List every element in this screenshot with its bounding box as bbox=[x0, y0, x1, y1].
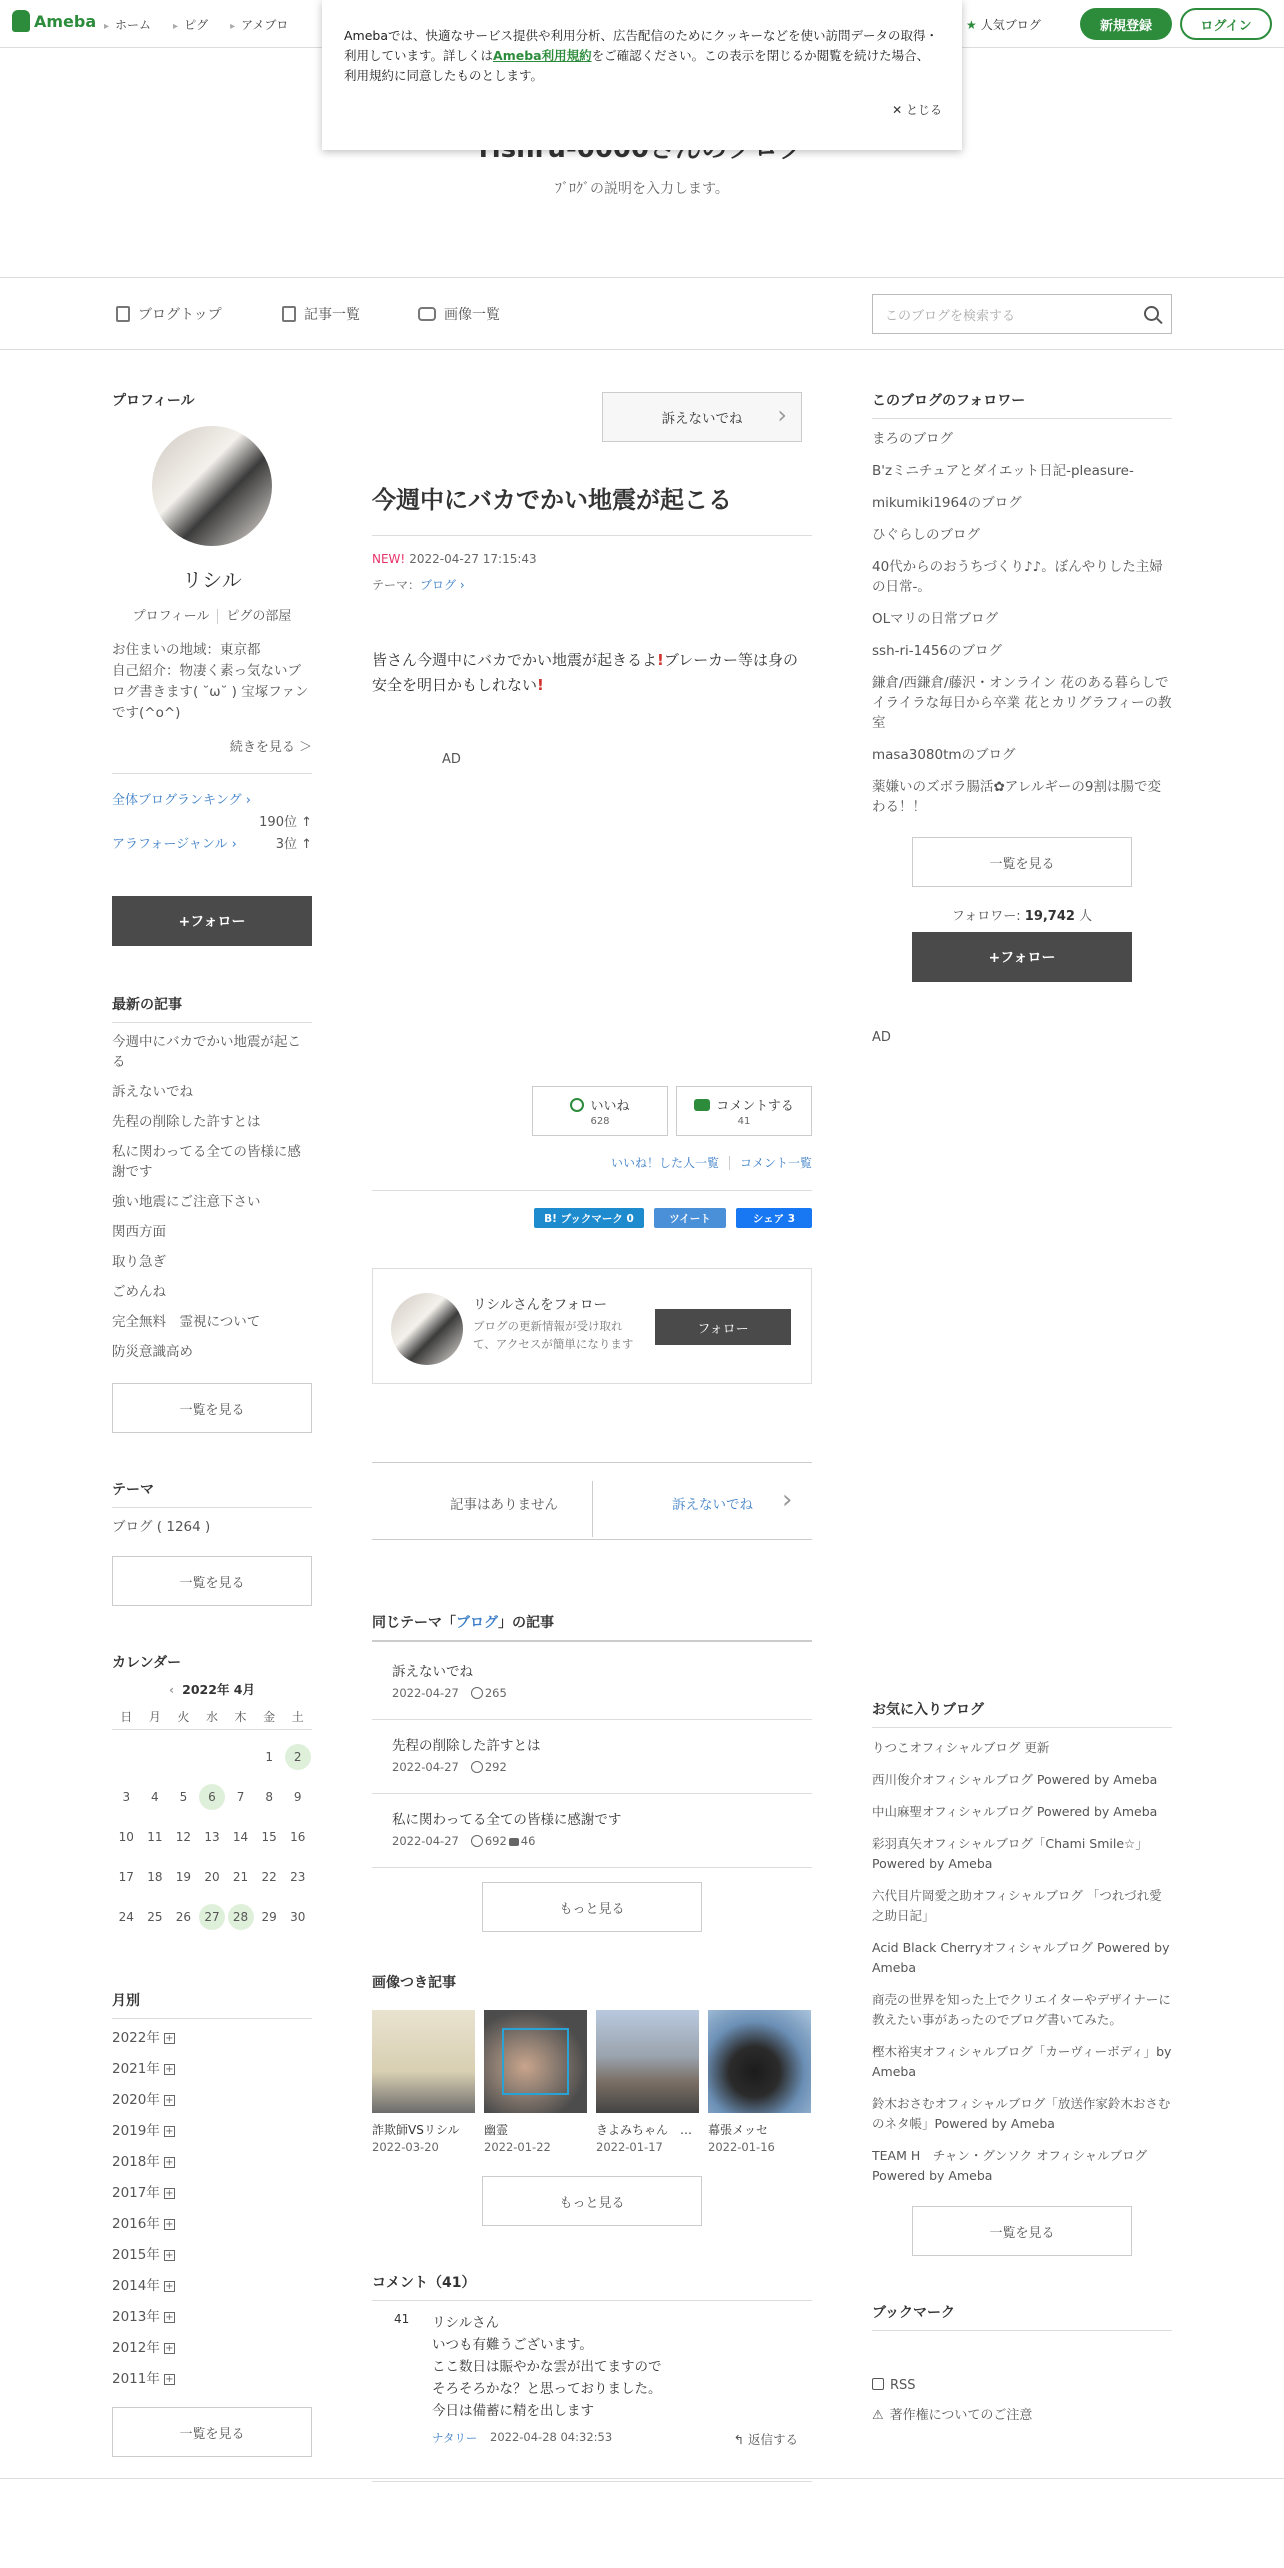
ranking: 全体ブログランキング › 190位 ↑ アラフォージャンル › 3位 ↑ bbox=[112, 790, 312, 856]
month-item[interactable] bbox=[112, 2116, 312, 2147]
copyright-label: 著作権についてのご注意 bbox=[889, 2408, 1033, 2423]
comment-date: 2022-04-28 04:32:53 bbox=[490, 2430, 613, 2444]
month-item[interactable] bbox=[112, 2147, 312, 2178]
pager-next[interactable]: 訴えないでね › bbox=[672, 1493, 753, 1513]
list-item[interactable]: 40代からのおうちづくり♪♪。ぼんやりした主婦の日常-。 bbox=[872, 559, 1163, 595]
calendar-day[interactable]: 28 bbox=[228, 1904, 254, 1930]
calendar-month-label: 2022年 4月 bbox=[182, 1682, 255, 1697]
month-label: 2017年 bbox=[112, 2185, 160, 2201]
same-theme-prefix: 同じテーマ「 bbox=[372, 1615, 456, 1631]
followers-more-button[interactable]: 一覧を見る bbox=[912, 837, 1132, 887]
same-theme-item-title: 先程の削除した許すとは bbox=[392, 1738, 541, 1754]
comment-count: 41 bbox=[737, 1116, 751, 1127]
nav-image-list-label: 画像一覧 bbox=[444, 307, 500, 323]
calendar-day: 5 bbox=[179, 1790, 188, 1804]
document-icon bbox=[116, 306, 130, 322]
comment-body bbox=[432, 2312, 662, 2422]
pig-room-link[interactable]: ピグの部屋 bbox=[217, 609, 291, 624]
expand-icon[interactable]: + bbox=[165, 2250, 174, 2261]
follow-box bbox=[372, 1268, 812, 1384]
ranking-genre-link[interactable]: アラフォージャンル bbox=[112, 837, 228, 852]
month-item[interactable] bbox=[112, 2333, 312, 2364]
calendar-day: 15 bbox=[261, 1830, 277, 1844]
list-item[interactable]: Acid Black Cherryオフィシャルブログ Powered by Ameba bbox=[872, 1940, 1170, 1975]
image-entries-heading: 画像つき記事 bbox=[372, 1975, 456, 1991]
chevron-left-icon[interactable]: ‹ bbox=[169, 1682, 175, 1697]
profile-link[interactable]: プロフィール bbox=[132, 609, 210, 624]
calendar-day: 26 bbox=[175, 1910, 192, 1924]
search-placeholder: このブログを検索する bbox=[885, 308, 1016, 324]
list-item[interactable]: TEAM H チャン・グンソク オフィシャルブログ Powered by Ameba bbox=[872, 2148, 1148, 2183]
comment-button[interactable] bbox=[676, 1086, 812, 1136]
comment-line: ここ数日は賑やかな雲が出てますので bbox=[432, 2359, 662, 2375]
calendar-month bbox=[112, 1680, 312, 1698]
smile-icon bbox=[471, 1687, 483, 1699]
comment-line: 今日は備蓄に精を出します bbox=[432, 2403, 594, 2419]
calendar-day bbox=[226, 1744, 255, 1770]
list-item[interactable]: 訴えないでね bbox=[112, 1084, 193, 1100]
entry-pager bbox=[372, 1462, 812, 1540]
list-item[interactable]: 今週中にバカでかい地震が起こる bbox=[112, 1034, 301, 1070]
monthly-list bbox=[112, 2023, 312, 2395]
same-theme-item[interactable] bbox=[372, 1646, 812, 1720]
list-item[interactable]: 樫木裕実オフィシャルブログ「カーヴィーボディ」by Ameba bbox=[872, 2044, 1172, 2079]
same-theme-item-title: 訴えないでね bbox=[392, 1664, 473, 1680]
nav-entry-list-label: 記事一覧 bbox=[304, 307, 360, 323]
calendar-day: 24 bbox=[118, 1910, 134, 1924]
nav-ameblo[interactable]: ▸ アメブロ bbox=[230, 16, 288, 33]
like-count: 692 bbox=[484, 1834, 507, 1848]
calendar-day: 14 bbox=[232, 1830, 249, 1844]
theme-label: テーマ： bbox=[372, 578, 421, 592]
list-item[interactable]: 関西方面 bbox=[112, 1224, 166, 1240]
list-item[interactable]: ひぐらしのブログ bbox=[872, 527, 980, 543]
calendar-day[interactable]: 6 bbox=[199, 1784, 225, 1810]
favorites-list bbox=[872, 1732, 1172, 2192]
register-button[interactable]: 新規登録 bbox=[1080, 8, 1172, 40]
thumbnail bbox=[372, 2010, 475, 2113]
comment-bubble-icon bbox=[509, 1838, 519, 1846]
comment-bubble-icon bbox=[694, 1099, 710, 1111]
exclamation-icon: ! bbox=[657, 651, 664, 669]
expand-icon[interactable]: + bbox=[165, 2095, 174, 2106]
calendar-day bbox=[198, 1744, 227, 1770]
divider bbox=[592, 1481, 593, 1537]
copyright-link[interactable] bbox=[872, 2401, 1172, 2431]
smile-icon bbox=[471, 1761, 483, 1773]
expand-icon[interactable]: + bbox=[165, 2281, 174, 2292]
calendar-weekday: 土 bbox=[283, 1704, 312, 1730]
month-item[interactable] bbox=[112, 2302, 312, 2333]
calendar-day: 18 bbox=[147, 1870, 163, 1884]
image-entry-title: 幽霊 bbox=[484, 2123, 509, 2137]
calendar-day: 22 bbox=[261, 1870, 277, 1884]
same-theme-more-button[interactable]: もっと見る bbox=[482, 1882, 702, 1932]
entry-text-2: ブレーカー等は身の安全を明日かもしれない bbox=[372, 651, 798, 694]
entry-theme: テーマ：ブログ › bbox=[372, 578, 465, 592]
follower-count-value: 19,742 bbox=[1024, 909, 1075, 924]
list-item[interactable]: りつこオフィシャルブログ 更新 bbox=[872, 1740, 1050, 1755]
month-label: 2019年 bbox=[112, 2123, 160, 2139]
blog-search-input[interactable] bbox=[872, 294, 1172, 334]
calendar-day: 25 bbox=[147, 1910, 163, 1924]
theme-item[interactable]: ブログ ( 1264 ) bbox=[112, 1519, 211, 1535]
calendar-day: 29 bbox=[261, 1910, 277, 1924]
entry-meta bbox=[372, 552, 537, 566]
month-label: 2016年 bbox=[112, 2216, 160, 2232]
month-label: 2020年 bbox=[112, 2092, 160, 2108]
blog-description: ﾌﾞﾛｸﾞの説明を入力します。 bbox=[555, 181, 729, 197]
list-item[interactable]: 防災意識高め bbox=[112, 1344, 193, 1360]
comment-line: リシルさん bbox=[432, 2315, 500, 2331]
same-theme-heading bbox=[372, 1612, 812, 1642]
ad-label: AD bbox=[872, 1030, 891, 1045]
calendar-day: 8 bbox=[265, 1790, 273, 1804]
divider bbox=[372, 1190, 812, 1191]
same-theme-item[interactable] bbox=[372, 1720, 812, 1794]
month-label: 2015年 bbox=[112, 2247, 160, 2263]
cookie-text-after: をご確認ください。この表示を閉じるか閲覧を続けた場合、利用規約に同意したものとします。 bbox=[344, 48, 930, 83]
expand-icon[interactable]: + bbox=[165, 2033, 174, 2044]
month-item[interactable] bbox=[112, 2364, 312, 2395]
left-sidebar bbox=[112, 390, 312, 2457]
followers-heading: このブログのフォロワー bbox=[872, 390, 1172, 419]
list-item[interactable]: 鈴木おさむオフィシャルブログ「放送作家鈴木おさむのネタ帳」Powered by Ameba bbox=[872, 2096, 1171, 2131]
themes-more-button[interactable]: 一覧を見る bbox=[112, 1556, 312, 1606]
image-entry[interactable] bbox=[708, 2010, 811, 2154]
list-item[interactable]: 私に関わってる全ての皆様に感謝です bbox=[112, 1144, 301, 1180]
expand-icon[interactable]: + bbox=[165, 2064, 174, 2075]
list-item[interactable]: まろのブログ bbox=[872, 431, 953, 447]
like-label: いいね bbox=[590, 1099, 630, 1114]
follow-box-button[interactable]: フォロー bbox=[655, 1309, 791, 1345]
sidebar-follow-button[interactable]: +フォロー bbox=[912, 932, 1132, 982]
expand-icon[interactable]: + bbox=[165, 2188, 174, 2199]
rss-link[interactable] bbox=[872, 2371, 1172, 2401]
new-badge: NEW! bbox=[372, 552, 406, 566]
calendar-day: 20 bbox=[204, 1870, 220, 1884]
login-button[interactable]: ログイン bbox=[1180, 8, 1272, 40]
calendar-day[interactable]: 27 bbox=[199, 1904, 225, 1930]
expand-icon[interactable]: + bbox=[165, 2374, 174, 2385]
entry-date: 2022-04-27 17:15:43 bbox=[409, 552, 537, 566]
cookie-close-button[interactable]: ✕ とじる bbox=[892, 103, 942, 117]
comment-author[interactable]: ナタリー bbox=[432, 2431, 478, 2445]
latest-list bbox=[112, 1027, 312, 1367]
calendar-weekday: 水 bbox=[198, 1704, 227, 1730]
image-entries-more-button[interactable]: もっと見る bbox=[482, 2176, 702, 2226]
like-count: 265 bbox=[484, 1686, 507, 1700]
image-entry-title: きよみちゃん … bbox=[596, 2123, 693, 2137]
likers-link[interactable]: いいね！した人一覧 bbox=[610, 1156, 719, 1170]
calendar-heading: カレンダー bbox=[112, 1655, 182, 1671]
comment-label: コメントする bbox=[716, 1099, 794, 1114]
popular-blog-link[interactable] bbox=[966, 16, 1041, 33]
ameba-mark-icon bbox=[12, 10, 30, 32]
list-item[interactable]: 鎌倉/西鎌倉/藤沢・オンライン 花のある暮らしでイライラな毎日から卒業 花とカリグラフィーの教室 bbox=[872, 675, 1172, 731]
entry-body bbox=[372, 648, 812, 698]
image-entry-title: 詐欺師VSリシル bbox=[372, 2123, 460, 2137]
list-item[interactable]: 完全無料 霊視について bbox=[112, 1314, 261, 1330]
ad-label: AD bbox=[442, 752, 461, 767]
image-entry[interactable] bbox=[484, 2010, 587, 2154]
exclamation-icon: ! bbox=[537, 676, 544, 694]
month-item[interactable] bbox=[112, 2240, 312, 2271]
image-entry[interactable] bbox=[372, 2010, 475, 2154]
calendar-day: 3 bbox=[122, 1790, 131, 1804]
comment-number: 41 bbox=[394, 2312, 410, 2326]
month-item[interactable] bbox=[112, 2085, 312, 2116]
footer-divider bbox=[0, 2478, 1284, 2479]
monthly-more-button[interactable]: 一覧を見る bbox=[112, 2407, 312, 2457]
thumbnail bbox=[484, 2010, 587, 2113]
image-entry-date: 2022-03-20 bbox=[372, 2140, 439, 2154]
calendar-weekday: 木 bbox=[226, 1704, 255, 1730]
calendar-day[interactable]: 2 bbox=[285, 1744, 311, 1770]
comments-link[interactable]: コメント一覧 bbox=[729, 1156, 812, 1170]
calendar-day: 11 bbox=[147, 1830, 163, 1844]
same-theme-item-date: 2022-04-27 bbox=[392, 1760, 459, 1774]
profile-read-more[interactable]: 続きを見る ＞ bbox=[112, 736, 312, 774]
rss-icon bbox=[872, 2378, 884, 2390]
hatena-bookmark-button[interactable]: B! ブックマーク 0 bbox=[534, 1208, 644, 1228]
follow-box-title: リシルさんをフォロー bbox=[473, 1297, 607, 1313]
calendar-day: 23 bbox=[290, 1870, 306, 1884]
calendar-day: 1 bbox=[265, 1750, 273, 1764]
tweet-button[interactable]: ツイート bbox=[654, 1208, 726, 1228]
profile-info bbox=[112, 640, 312, 724]
calendar-day: 17 bbox=[118, 1870, 134, 1884]
image-entry-date: 2022-01-17 bbox=[596, 2140, 663, 2154]
list-item[interactable]: 六代目片岡愛之助オフィシャルブログ 「つれづれ愛之助日記」 bbox=[872, 1888, 1162, 1923]
profile-follow-button[interactable]: +フォロー bbox=[112, 896, 312, 946]
same-theme-item-date: 2022-04-27 bbox=[392, 1686, 459, 1700]
favorites-more-button[interactable]: 一覧を見る bbox=[912, 2206, 1132, 2256]
popular-label: 人気ブログ bbox=[980, 18, 1041, 32]
nav-entry-list[interactable] bbox=[282, 304, 360, 324]
month-label: 2014年 bbox=[112, 2278, 160, 2294]
reply-label: 返信する bbox=[747, 2432, 798, 2447]
cookie-text: Amebaでは、快適なサービス提供や利用分析、広告配信のためにクッキーなどを使い訪問データの取得・利用しています。詳しくは bbox=[344, 28, 939, 63]
same-theme-name[interactable]: ブログ bbox=[456, 1615, 498, 1631]
entry-title[interactable]: 今週中にバカでかい地震が起こる bbox=[372, 480, 812, 536]
month-label: 2012年 bbox=[112, 2340, 160, 2356]
smile-icon bbox=[570, 1098, 584, 1112]
list-item[interactable]: 彩羽真矢オフィシャルブログ「Chami Smile☆」Powered by Ameba bbox=[872, 1836, 1148, 1871]
month-label: 2018年 bbox=[112, 2154, 160, 2170]
calendar-day: 10 bbox=[118, 1830, 134, 1844]
warning-icon: ⚠ bbox=[872, 2408, 884, 2423]
expand-icon[interactable]: + bbox=[165, 2312, 174, 2323]
image-entry-title: 幕張メッセ bbox=[708, 2123, 769, 2137]
thumbnail bbox=[596, 2010, 699, 2113]
themes-heading: テーマ bbox=[112, 1479, 312, 1508]
month-label: 2021年 bbox=[112, 2061, 160, 2077]
pager-prev: 記事はありません bbox=[450, 1497, 558, 1513]
same-theme-item-title: 私に関わってる全ての皆様に感謝です bbox=[392, 1812, 622, 1828]
month-item[interactable] bbox=[112, 2178, 312, 2209]
calendar-day: 12 bbox=[175, 1830, 192, 1844]
entry-text: 皆さん今週中にバカでかい地震が起きるよ bbox=[372, 651, 658, 669]
profile-avatar[interactable] bbox=[152, 426, 272, 546]
ranking-all-value: 190位 ↑ bbox=[259, 815, 312, 830]
calendar-day bbox=[112, 1744, 141, 1770]
calendar-day: 21 bbox=[232, 1870, 249, 1884]
profile-name[interactable]: リシル bbox=[182, 568, 242, 592]
terms-link[interactable]: Ameba利用規約 bbox=[493, 48, 592, 63]
theme-link[interactable]: ブログ bbox=[420, 578, 457, 592]
month-label: 2013年 bbox=[112, 2309, 160, 2325]
profile-residence: お住まいの地域：東京都 bbox=[112, 642, 261, 658]
expand-icon[interactable]: + bbox=[165, 2343, 174, 2354]
list-item[interactable]: 取り急ぎ bbox=[112, 1254, 166, 1270]
follower-count bbox=[872, 905, 1172, 924]
latest-more-button[interactable]: 一覧を見る bbox=[112, 1383, 312, 1433]
month-label: 2011年 bbox=[112, 2371, 160, 2387]
list-item[interactable]: OLマリの日常ブログ bbox=[872, 611, 999, 627]
same-theme-item[interactable] bbox=[372, 1794, 812, 1868]
month-item[interactable] bbox=[112, 2271, 312, 2302]
like-count: 628 bbox=[590, 1116, 610, 1127]
cookie-banner bbox=[322, 0, 962, 150]
like-button[interactable] bbox=[532, 1086, 668, 1136]
avatar[interactable] bbox=[391, 1293, 463, 1365]
calendar-day bbox=[169, 1744, 198, 1770]
list-item[interactable]: 中山麻聖オフィシャルブログ Powered by Ameba bbox=[872, 1804, 1158, 1819]
calendar-day: 16 bbox=[290, 1830, 306, 1844]
brand-name: Ameba bbox=[34, 11, 97, 31]
calendar-day: 4 bbox=[151, 1790, 159, 1804]
reaction-links bbox=[611, 1154, 812, 1171]
list-item[interactable]: 強い地震にご注意下さい bbox=[112, 1194, 261, 1210]
image-entry[interactable] bbox=[596, 2010, 699, 2154]
list-item[interactable]: masa3080tmのブログ bbox=[872, 747, 1016, 763]
same-theme-item-date: 2022-04-27 bbox=[392, 1834, 459, 1848]
calendar-day bbox=[141, 1744, 170, 1770]
list-item[interactable]: mikumiki1964のブログ bbox=[872, 495, 1022, 511]
ameba-logo[interactable] bbox=[12, 10, 96, 32]
month-item[interactable] bbox=[112, 2023, 312, 2054]
list-item[interactable]: B'zミニチュアとダイエット日記-pleasure- bbox=[872, 463, 1134, 479]
list-item[interactable]: 先程の削除した許すとは bbox=[112, 1114, 261, 1130]
reply-button[interactable] bbox=[734, 2430, 798, 2448]
nav-image-list[interactable] bbox=[418, 304, 500, 324]
nav-blog-top-label: ブログトップ bbox=[138, 307, 222, 323]
camera-icon bbox=[418, 307, 436, 321]
profile-links bbox=[112, 605, 312, 624]
list-item[interactable]: ごめんね bbox=[112, 1284, 166, 1300]
profile-heading: プロフィール bbox=[112, 393, 195, 409]
expand-icon[interactable]: + bbox=[165, 2157, 174, 2168]
ranking-all-link[interactable]: 全体ブログランキング bbox=[112, 793, 242, 808]
global-nav bbox=[104, 16, 288, 33]
profile-intro: 自己紹介：物凄く素っ気ないブログ書きます( ˘ω˘ ) 宝塚ファンです(^o^) bbox=[112, 663, 309, 721]
nav-blog-top[interactable] bbox=[116, 304, 222, 324]
like-count: 292 bbox=[484, 1760, 507, 1774]
comment-line: そろそろかな？と思っておりました。 bbox=[432, 2381, 662, 2397]
comment-line: いつも有難うございます。 bbox=[432, 2337, 593, 2353]
follower-count-unit: 人 bbox=[1074, 909, 1093, 924]
latest-heading: 最新の記事 bbox=[112, 994, 312, 1023]
image-entry-date: 2022-01-22 bbox=[484, 2140, 551, 2154]
follow-box-desc: ブログの更新情報が受け取れて、アクセスが簡単になります bbox=[473, 1319, 634, 1351]
rss-label: RSS bbox=[890, 2378, 916, 2393]
comment bbox=[372, 2312, 812, 2482]
follower-count-label: フォロワー: bbox=[951, 909, 1025, 924]
search-icon[interactable] bbox=[1144, 306, 1159, 321]
calendar-day: 30 bbox=[290, 1910, 306, 1924]
blog-nav bbox=[0, 278, 1284, 350]
comment-count: 46 bbox=[520, 1834, 536, 1848]
image-entry-date: 2022-01-16 bbox=[708, 2140, 775, 2154]
calendar-weekday: 日 bbox=[112, 1704, 141, 1730]
thumbnail bbox=[708, 2010, 811, 2113]
ranking-genre-value: 3位 ↑ bbox=[275, 837, 312, 852]
reply-icon: ↰ bbox=[733, 2432, 748, 2447]
copy-icon bbox=[282, 306, 296, 322]
nav-pig[interactable]: ▸ ピグ bbox=[173, 16, 208, 33]
month-item[interactable] bbox=[112, 2054, 312, 2085]
calendar-weekday: 金 bbox=[255, 1704, 284, 1730]
month-label: 2022年 bbox=[112, 2030, 160, 2046]
comments-heading: コメント（41） bbox=[372, 2272, 812, 2301]
right-sidebar bbox=[872, 390, 1172, 2431]
monthly-heading: 月別 bbox=[112, 1990, 312, 2019]
star-icon: ★ bbox=[966, 17, 977, 32]
expand-icon[interactable]: + bbox=[165, 2219, 174, 2230]
calendar-day: 9 bbox=[293, 1790, 302, 1804]
calendar-day: 19 bbox=[175, 1870, 192, 1884]
nav-home[interactable]: ▸ ホーム bbox=[104, 16, 151, 33]
calendar-day: 7 bbox=[236, 1790, 245, 1804]
calendar-day: 13 bbox=[204, 1830, 220, 1844]
smile-icon bbox=[471, 1835, 483, 1847]
followers-list bbox=[872, 423, 1172, 823]
list-item[interactable]: 薬嫌いのズボラ腸活✿アレルギーの9割は腸で変わる！！ bbox=[872, 779, 1162, 815]
month-item[interactable] bbox=[112, 2209, 312, 2240]
favorites-heading: お気に入りブログ bbox=[872, 1699, 1172, 1728]
calendar-weekday: 火 bbox=[169, 1704, 198, 1730]
bookmark-heading: ブックマーク bbox=[872, 2302, 1172, 2331]
list-item[interactable]: 商売の世界を知った上でクリエイターやデザイナーに教えたい事があったのでブログ書いてみた。 bbox=[872, 1992, 1171, 2027]
expand-icon[interactable]: + bbox=[165, 2126, 174, 2137]
calendar-grid bbox=[112, 1704, 312, 1930]
list-item[interactable]: 西川俊介オフィシャルブログ Powered by Ameba bbox=[872, 1772, 1158, 1787]
same-theme-suffix: 」の記事 bbox=[498, 1615, 554, 1631]
list-item[interactable]: ssh-ri-1456のブログ bbox=[872, 643, 1003, 659]
calendar-weekday: 月 bbox=[141, 1704, 170, 1730]
facebook-share-button[interactable]: シェア 3 bbox=[736, 1208, 812, 1228]
prev-entry-button[interactable]: 訴えないでね › bbox=[602, 392, 802, 442]
